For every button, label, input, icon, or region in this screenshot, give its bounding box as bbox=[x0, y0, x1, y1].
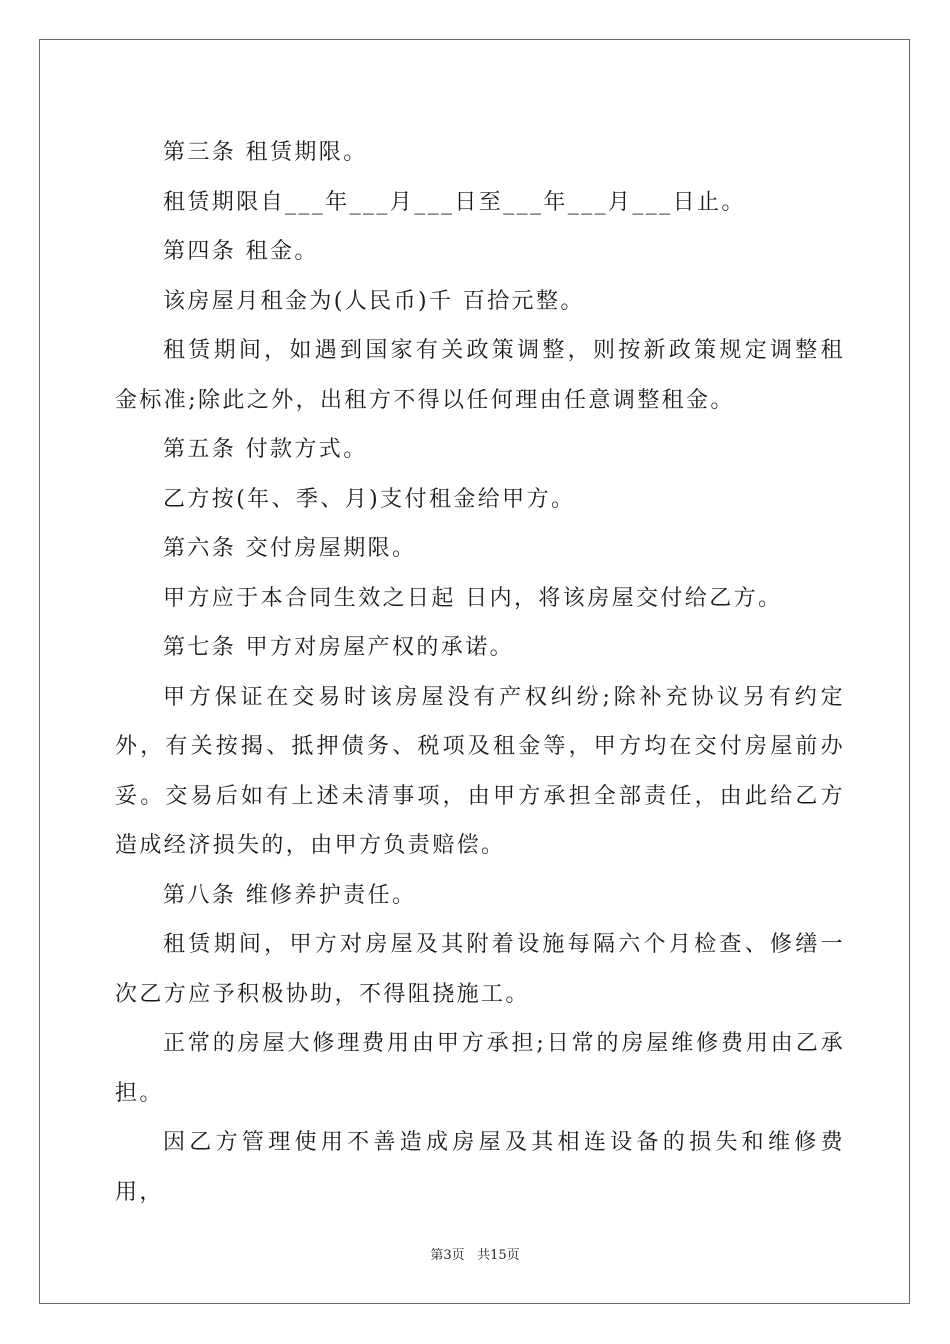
page-number: 第3页 bbox=[430, 1248, 465, 1263]
paragraph-article-3-heading: 第三条 租赁期限。 bbox=[163, 140, 368, 165]
paragraph-article-5-heading: 第五条 付款方式。 bbox=[163, 437, 368, 462]
page-total: 共15页 bbox=[477, 1248, 520, 1263]
paragraph-inspection: 租赁期间，甲方对房屋及其附着设施每隔六个月检查、修缮一次乙方应予积极协助，不得阻挠施工。 bbox=[115, 932, 845, 1007]
paragraph-rent-adjustment: 租赁期间，如遇到国家有关政策调整，则按新政策规定调整租金标准;除此之外，出租方不得以任何理由任意调整租金。 bbox=[115, 338, 845, 413]
paragraph-tenant-damage: 因乙方管理使用不善造成房屋及其相连设备的损失和维修费用， bbox=[115, 1130, 845, 1205]
paragraph-delivery-period: 甲方应于本合同生效之日起 日内，将该房屋交付给乙方。 bbox=[163, 585, 783, 611]
paragraph-article-4-heading: 第四条 租金。 bbox=[163, 239, 319, 264]
paragraph-article-6-heading: 第六条 交付房屋期限。 bbox=[163, 536, 417, 561]
paragraph-article-8-heading: 第八条 维修养护责任。 bbox=[163, 882, 417, 908]
paragraph-repair-costs: 正常的房屋大修理费用由甲方承担;日常的房屋维修费用由乙承担。 bbox=[115, 1031, 845, 1106]
paragraph-payment-method: 乙方按(年、季、月)支付租金给甲方。 bbox=[163, 486, 576, 512]
paragraph-article-7-heading: 第七条 甲方对房屋产权的承诺。 bbox=[163, 635, 514, 660]
paragraph-property-rights: 甲方保证在交易时该房屋没有产权纠纷;除补充协议另有约定外，有关按揭、抵押债务、税项及租金等，甲方均在交付房屋前办妥。交易后如有上述未清事项，由甲方承担全部责任，由此给乙方造成经济损失的，由甲方负责赔偿。 bbox=[115, 684, 845, 858]
page-footer bbox=[0, 1244, 950, 1263]
paragraph-lease-term: 租赁期限自___年___月___日至___年___月___日止。 bbox=[163, 189, 746, 215]
document-body bbox=[115, 128, 845, 1217]
paragraph-monthly-rent: 该房屋月租金为(人民币)千 百拾元整。 bbox=[163, 288, 585, 314]
